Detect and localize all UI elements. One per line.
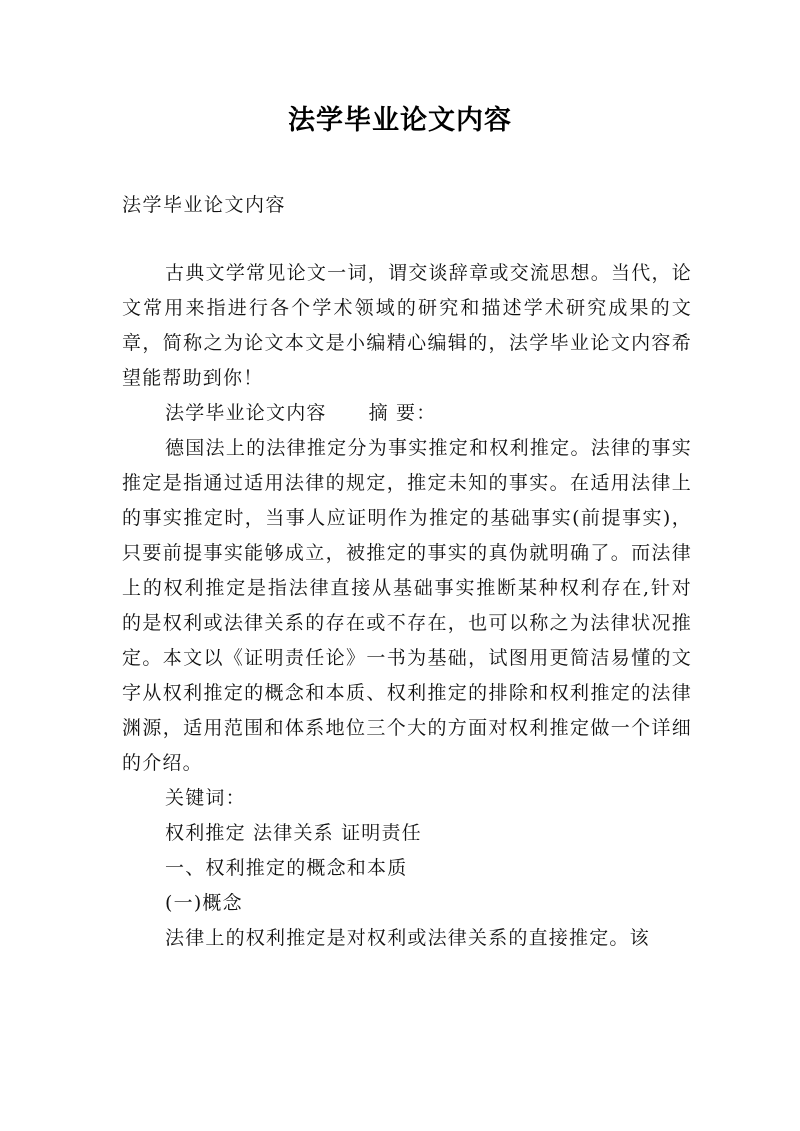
keywords-list: 权利推定 法律关系 证明责任 [165, 822, 422, 844]
document-body [122, 256, 692, 956]
abstract-heading [122, 396, 692, 431]
document-subtitle: 法学毕业论文内容 [122, 194, 287, 216]
abstract-label: 摘 要： [368, 402, 437, 424]
abstract-paragraph: 德国法上的法律推定分为事实推定和权利推定。法律的事实推定是指通过适用法律的规定，推定未知的事实。在适用法律上的事实推定时，当事人应证明作为推定的基础事实(前提事实)，只要前提事实能够成立，被推定的事实的真伪就明确了。而法律上的权利推定是指法律直接从基础事实推断某种权利存在,针对的是权利或法律关系的存在或不存在，也可以称之为法律状况推定。本文以《证明责任论》一书为基础，试图用更简洁易懂的文字从权利推定的概念和本质、权利推定的排除和权利推定的法律渊源，适用范围和体系地位三个大的方面对权利推定做一个详细的介绍。 [122, 437, 692, 774]
keywords-label: 关键词： [165, 787, 246, 809]
document-title: 法学毕业论文内容 [288, 105, 512, 136]
subsection-heading: (一)概念 [165, 892, 243, 914]
abstract-heading-title: 法学毕业论文内容 [165, 402, 327, 424]
section-paragraph: 法律上的权利推定是对权利或法律关系的直接推定。该 [165, 927, 650, 949]
intro-paragraph: 古典文学常见论文一词，谓交谈辞章或交流思想。当代，论文常用来指进行各个学术领域的研究和描述学术研究成果的文章，简称之为论文本文是小编精心编辑的，法学毕业论文内容希望能帮助到你！ [122, 262, 692, 389]
section-heading: 一、权利推定的概念和本质 [165, 857, 408, 879]
